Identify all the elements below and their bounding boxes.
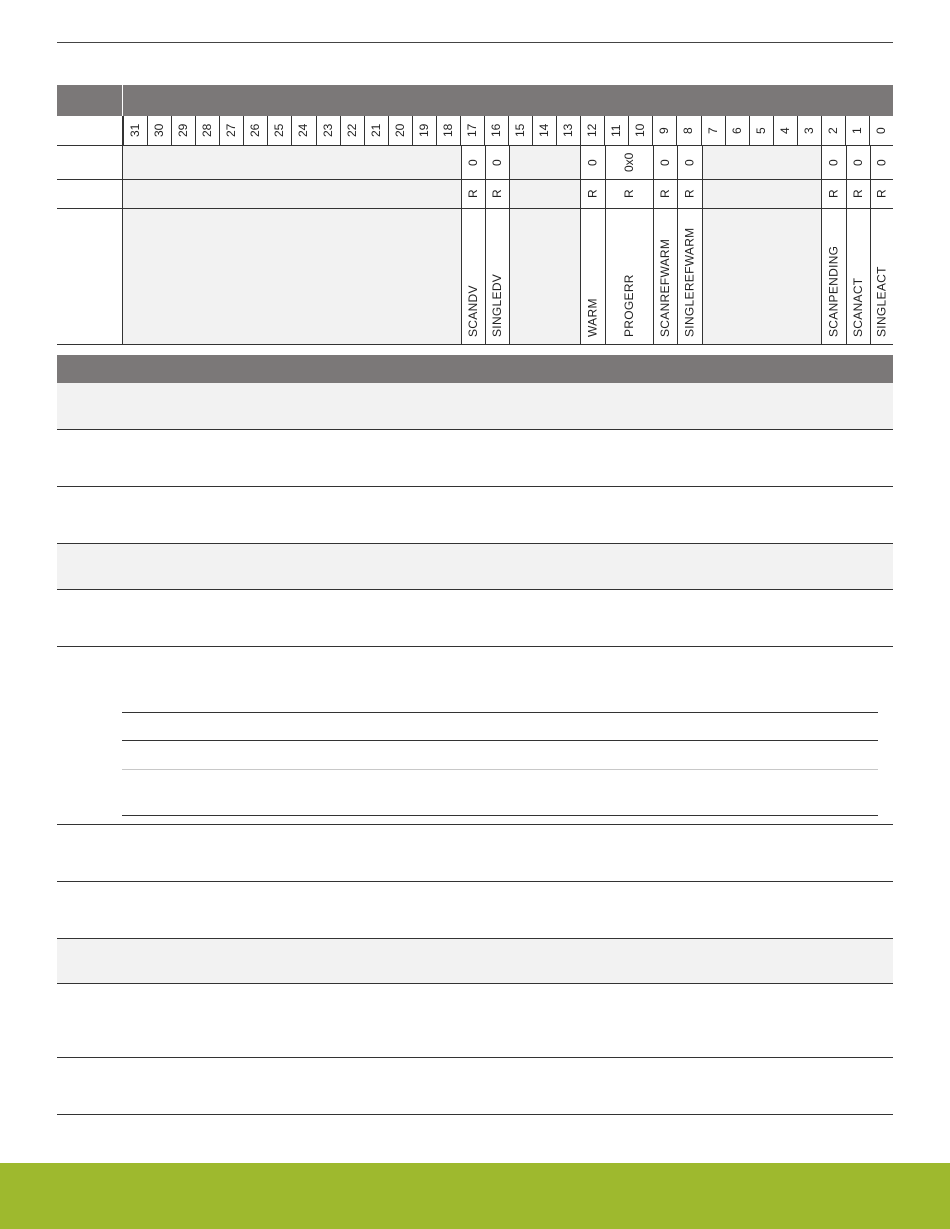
reset-singledv: 0 <box>490 159 504 166</box>
bit-number: 6 <box>729 127 744 134</box>
description-row <box>57 544 893 590</box>
bit-divider <box>123 116 124 145</box>
bit-number: 14 <box>537 123 552 138</box>
access-singledv: R <box>490 189 504 199</box>
reset-reserved-cell <box>702 146 821 179</box>
bit-divider <box>147 116 148 145</box>
bit-divider <box>195 116 196 145</box>
bit-divider <box>869 116 870 145</box>
access-warm: R <box>585 189 600 199</box>
register-header-left <box>57 85 122 116</box>
subtable-rule <box>122 712 878 713</box>
access-reserved-cell <box>123 180 461 208</box>
bit-number: 26 <box>248 123 263 138</box>
field-name-warm: WARM <box>585 298 600 337</box>
bit-number: 12 <box>585 123 600 138</box>
bit-number: 24 <box>296 123 311 138</box>
bit-divider <box>484 116 485 145</box>
bit-divider <box>508 116 509 145</box>
bit-divider <box>797 116 798 145</box>
bit-divider <box>628 116 629 145</box>
description-row <box>57 882 893 939</box>
bit-divider <box>845 116 846 145</box>
description-row <box>57 590 893 647</box>
bit-number: 30 <box>152 123 167 138</box>
bit-divider <box>821 116 822 145</box>
reset-scanrefwarm: 0 <box>658 159 672 166</box>
access-singlerefwarm: R <box>682 189 697 199</box>
bit-number: 21 <box>368 123 383 138</box>
description-row <box>57 825 893 882</box>
bit-divider <box>316 116 317 145</box>
reset-progerr: 0x0 <box>622 152 636 173</box>
bit-divider <box>749 116 750 145</box>
bit-number: 27 <box>224 123 239 138</box>
bit-number: 9 <box>657 127 672 134</box>
reset-singlerefwarm: 0 <box>682 159 697 166</box>
register-bit-table <box>57 85 893 345</box>
description-row <box>57 383 893 430</box>
reset-scanact: 0 <box>851 159 865 166</box>
bit-divider <box>388 116 389 145</box>
access-singleact: R <box>874 189 889 199</box>
register-header-right <box>123 85 893 116</box>
bit-number: 2 <box>825 127 840 134</box>
name-reserved-cell <box>702 209 821 344</box>
bit-divider <box>267 116 268 145</box>
bit-number: 23 <box>320 123 335 138</box>
bit-divider <box>652 116 653 145</box>
reset-scandv: 0 <box>466 159 480 166</box>
description-row <box>57 984 893 1058</box>
bit-number: 7 <box>705 127 720 134</box>
column-divider <box>702 146 703 345</box>
field-name-singledv: SINGLEDV <box>490 273 504 337</box>
description-table-header <box>57 355 893 383</box>
rule <box>57 344 893 345</box>
bit-number: 28 <box>200 123 215 138</box>
bit-divider <box>340 116 341 145</box>
bit-number: 5 <box>753 127 768 134</box>
bit-number: 20 <box>392 123 407 138</box>
bit-divider <box>171 116 172 145</box>
reset-scanpending: 0 <box>826 159 841 166</box>
field-name-singlerefwarm: SINGLEREFWARM <box>682 227 697 337</box>
bit-divider <box>532 116 533 145</box>
description-row-with-subtable <box>57 647 893 825</box>
bit-number: 25 <box>272 123 287 138</box>
bit-divider <box>604 116 605 145</box>
field-name-scandv: SCANDV <box>466 285 480 337</box>
description-row <box>57 939 893 984</box>
bit-number: 11 <box>609 124 624 137</box>
name-reserved-cell <box>123 209 461 344</box>
bit-number: 16 <box>488 123 503 138</box>
access-scanrefwarm: R <box>658 189 672 199</box>
bit-number: 1 <box>849 127 864 134</box>
bit-divider <box>412 116 413 145</box>
bit-divider <box>676 116 677 145</box>
column-divider <box>122 116 123 345</box>
reset-singleact: 0 <box>874 159 889 166</box>
top-rule <box>57 42 893 43</box>
bit-number: 19 <box>416 123 431 138</box>
access-scandv: R <box>466 189 480 199</box>
bit-divider <box>219 116 220 145</box>
field-name-progerr: PROGERR <box>622 274 636 337</box>
field-name-scanact: SCANACT <box>851 277 865 337</box>
field-name-scanpending: SCANPENDING <box>826 245 841 337</box>
bit-number: 13 <box>561 123 576 138</box>
bit-divider <box>436 116 437 145</box>
bit-number: 29 <box>176 123 191 138</box>
bit-divider <box>556 116 557 145</box>
bit-number: 17 <box>464 123 479 138</box>
field-name-singleact: SINGLEACT <box>874 266 889 337</box>
reset-warm: 0 <box>585 159 600 166</box>
name-reserved-cell <box>509 209 580 344</box>
access-reserved-cell <box>702 180 821 208</box>
bit-number: 10 <box>633 123 648 138</box>
column-divider <box>509 146 510 345</box>
page-footer-band <box>0 1163 950 1229</box>
description-row <box>57 1058 893 1115</box>
subtable-rule <box>122 740 878 741</box>
bit-divider <box>580 116 581 145</box>
bit-divider <box>701 116 702 145</box>
bit-number: 31 <box>128 123 143 138</box>
bit-divider <box>291 116 292 145</box>
bit-number: 8 <box>681 127 696 134</box>
access-reserved-cell <box>509 180 580 208</box>
access-progerr: R <box>622 189 636 199</box>
bit-number: 0 <box>873 127 888 134</box>
bit-divider <box>460 116 461 145</box>
bit-divider <box>243 116 244 145</box>
description-row <box>57 430 893 487</box>
subtable-rule <box>122 815 878 816</box>
bit-divider <box>364 116 365 145</box>
bit-number: 15 <box>513 123 528 138</box>
description-row <box>57 487 893 544</box>
reset-reserved-cell <box>509 146 580 179</box>
bit-number: 22 <box>344 123 359 138</box>
access-scanpending: R <box>826 189 841 199</box>
bit-divider <box>725 116 726 145</box>
field-name-scanrefwarm: SCANREFWARM <box>658 238 672 337</box>
bit-number: 4 <box>777 127 792 134</box>
access-scanact: R <box>851 189 865 199</box>
bit-number: 3 <box>801 127 816 134</box>
bit-number: 18 <box>440 123 455 138</box>
reset-reserved-cell <box>123 146 461 179</box>
bit-divider <box>773 116 774 145</box>
subtable-rule <box>122 769 878 770</box>
